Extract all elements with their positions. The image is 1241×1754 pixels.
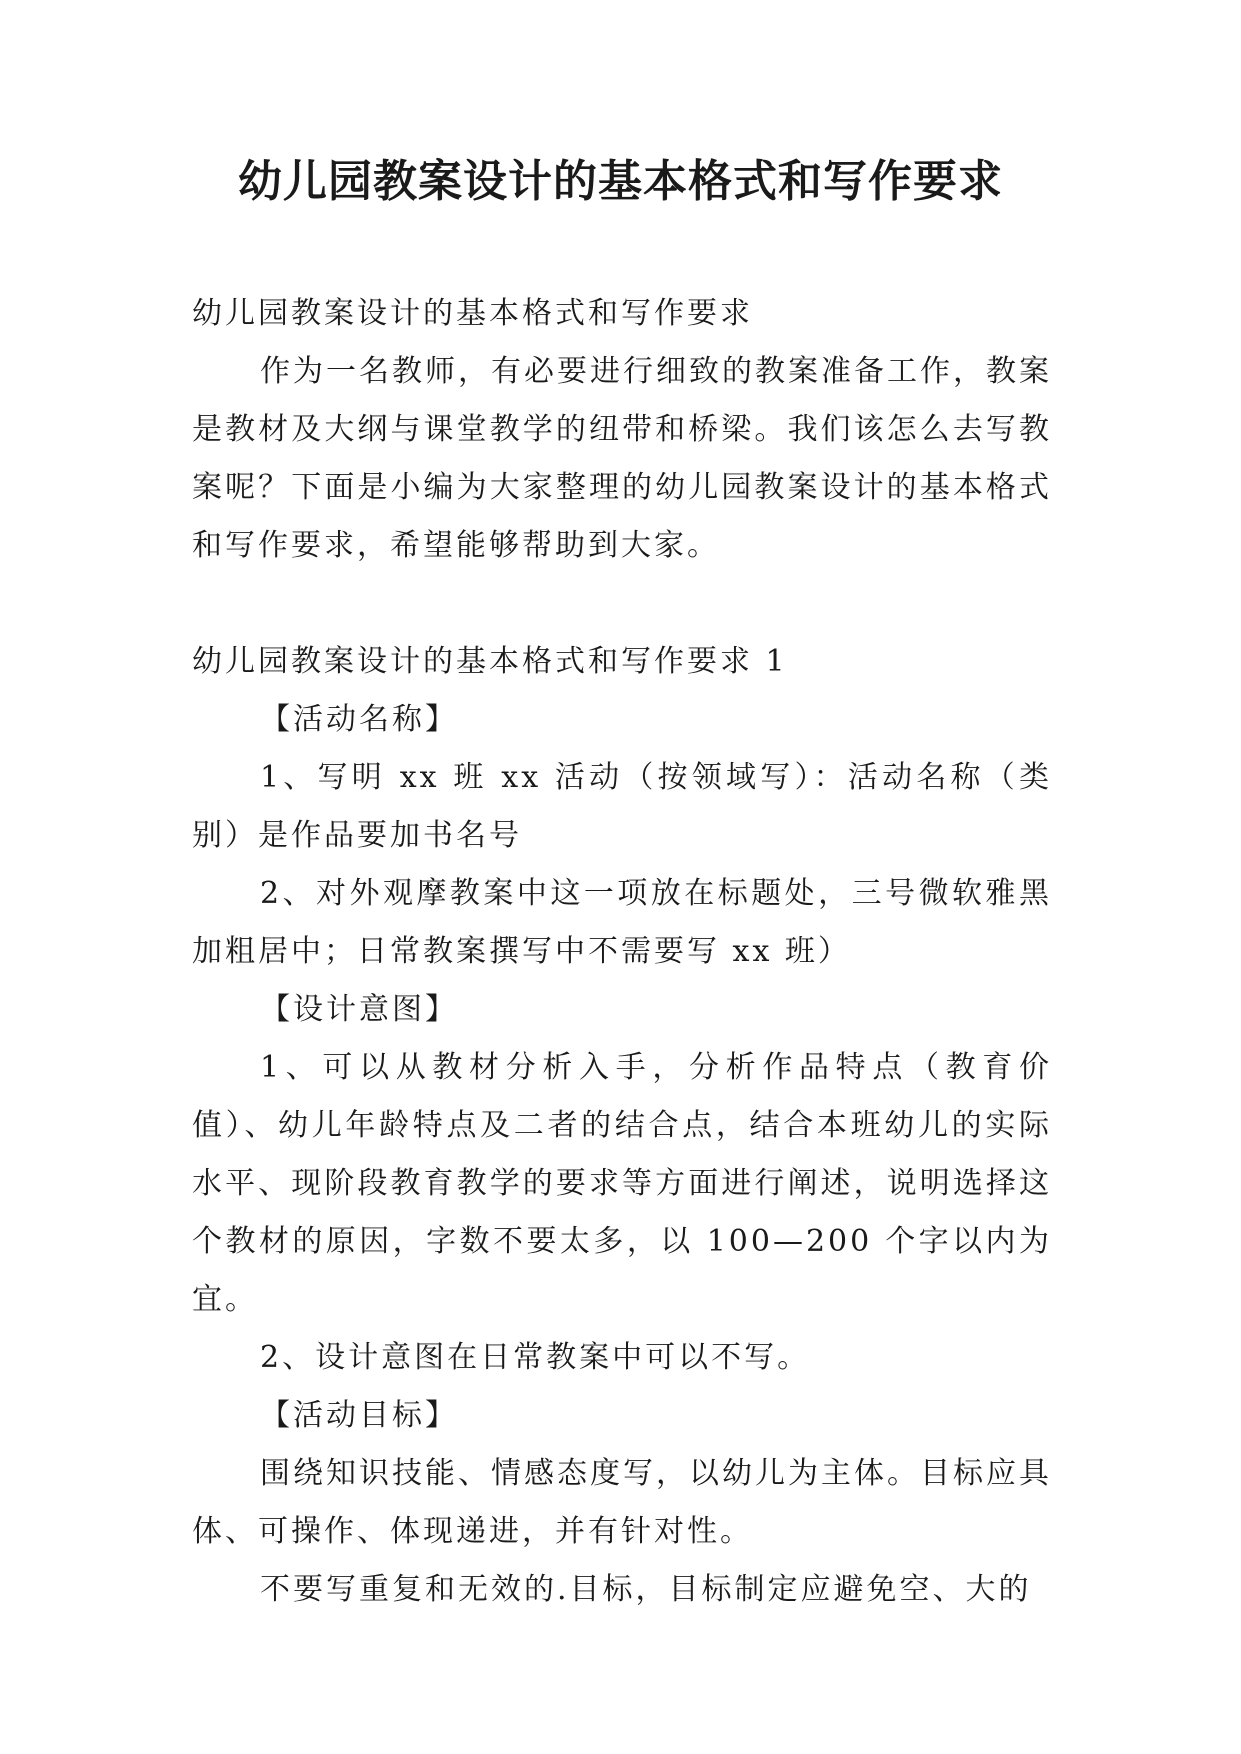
activity-name-item2: 2、对外观摩教案中这一项放在标题处，三号微软雅黑加粗居中；日常教案撰写中不需要写 xx 班） [192, 876, 1052, 969]
design-intent-item2: 2、设计意图在日常教案中可以不写。 [260, 1340, 811, 1375]
intro-heading: 幼儿园教案设计的基本格式和写作要求 [192, 296, 753, 331]
activity-goal-para1: 围绕知识技能、情感态度写，以幼儿为主体。目标应具体、可操作、体现递进，并有针对性。 [192, 1456, 1052, 1549]
section-gap [192, 575, 1052, 633]
document-title: 幼儿园教案设计的基本格式和写作要求 [238, 156, 1003, 207]
activity-goal-label: 【活动目标】 [260, 1398, 458, 1433]
activity-goal-para2: 不要写重复和无效的.目标，目标制定应避免空、大的 [260, 1572, 1032, 1607]
document-body [192, 285, 1052, 1619]
design-intent-item1: 1、可以从教材分析入手，分析作品特点（教育价值）、幼儿年龄特点及二者的结合点，结合本班幼儿的实际水平、现阶段教育教学的要求等方面进行阐述，说明选择这个教材的原因，字数不要太多，以 100—200 个字以内为宜。 [192, 1050, 1052, 1317]
activity-name-item1: 1、写明 xx 班 xx 活动（按领域写）：活动名称（类别）是作品要加书名号 [192, 760, 1052, 853]
design-intent-label: 【设计意图】 [260, 992, 458, 1027]
section1-heading: 幼儿园教案设计的基本格式和写作要求 1 [192, 644, 788, 679]
intro-paragraph: 作为一名教师，有必要进行细致的教案准备工作，教案是教材及大纲与课堂教学的纽带和桥梁。我们该怎么去写教案呢？下面是小编为大家整理的幼儿园教案设计的基本格式和写作要求，希望能够帮助到大家。 [192, 354, 1052, 563]
activity-name-label: 【活动名称】 [260, 702, 458, 737]
